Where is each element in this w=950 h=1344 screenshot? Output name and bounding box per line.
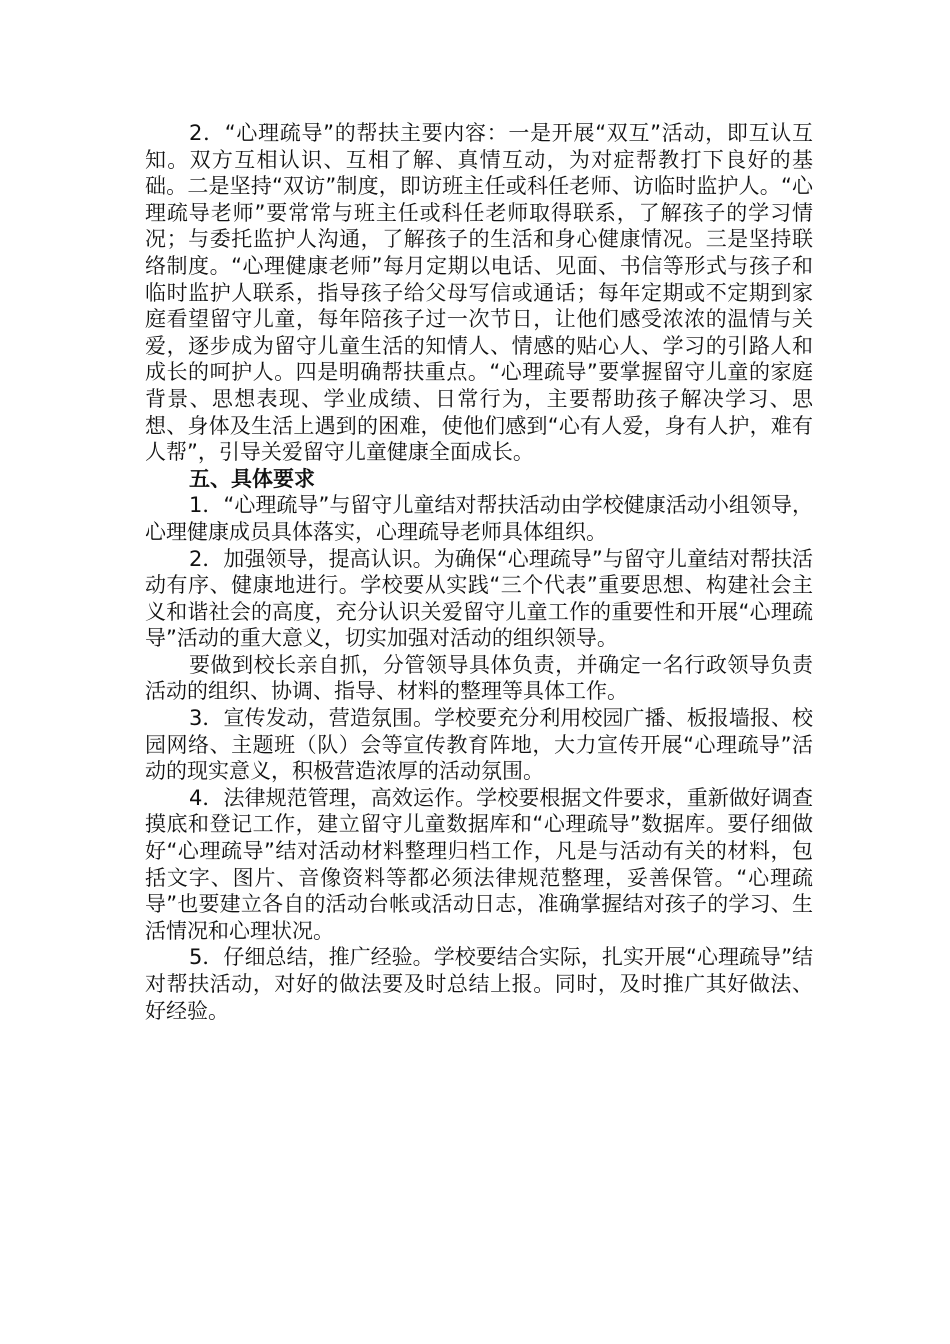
paragraph-requirement-1: 1．“心理疏导”与留守儿童结对帮扶活动由学校健康活动小组领导，心理健康成员具体落实，心理疏导老师具体组织。: [145, 493, 813, 544]
paragraph-requirement-3: 3．宣传发动，营造氛围。学校要充分利用校园广播、板报墙报、校园网络、主题班（队）会等宣传教育阵地，大力宣传开展“心理疏导”活动的现实意义，积极营造浓厚的活动氛围。: [145, 706, 813, 784]
paragraph-help-content: 2．“心理疏导”的帮扶主要内容：一是开展“双互”活动，即互认互知。双方互相认识、互相了解、真情互动，为对症帮教打下良好的基础。二是坚持“双访”制度，即访班主任或科任老师、访临时监护人。“心理疏导老师”要常常与班主任或科任老师取得联系，了解孩子的学习情况；与委托监护人沟通，了解孩子的生活和身心健康情况。三是坚持联络制度。“心理健康老师”每月定期以电话、见面、书信等形式与孩子和临时监护人联系，指导孩子给父母写信或通话；每年定期或不定期到家庭看望留守儿童，每年陪孩子过一次节日，让他们感受浓浓的温情与关爱，逐步成为留守儿童生活的知情人、情感的贴心人、学习的引路人和成长的呵护人。四是明确帮扶重点。“心理疏导”要掌握留守儿童的家庭背景、思想表现、学业成绩、日常行为，主要帮助孩子解决学习、思想、身体及生活上遇到的困难，使他们感到“心有人爱，身有人护，难有人帮”，引导关爱留守儿童健康全面成长。: [145, 121, 813, 465]
paragraph-principal-duty: 要做到校长亲自抓，分管领导具体负责，并确定一名行政领导负责活动的组织、协调、指导、材料的整理等具体工作。: [145, 652, 813, 704]
section-heading-requirements: 五、具体要求: [189, 466, 315, 491]
document-body: [145, 120, 813, 1024]
paragraph-requirement-5: 5．仔细总结，推广经验。学校要结合实际，扎实开展“心理疏导”结对帮扶活动，对好的做法要及时总结上报。同时，及时推广其好做法、好经验。: [145, 945, 813, 1023]
paragraph-requirement-2: 2．加强领导，提高认识。为确保“心理疏导”与留守儿童结对帮扶活动有序、健康地进行。学校要从实践“三个代表”重要思想、构建社会主义和谐社会的高度，充分认识关爱留守儿童工作的重要性和开展“心理疏导”活动的重大意义，切实加强对活动的组织领导。: [145, 546, 813, 651]
paragraph-requirement-4: 4．法律规范管理，高效运作。学校要根据文件要求，重新做好调查摸底和登记工作，建立留守儿童数据库和“心理疏导”数据库。要仔细做好“心理疏导”结对活动材料整理归档工作，凡是与活动有关的材料，包括文字、图片、音像资料等都必须法律规范整理，妥善保管。“心理疏导”也要建立各自的活动台帐或活动日志，准确掌握结对孩子的学习、生活情况和心理状况。: [145, 785, 813, 943]
